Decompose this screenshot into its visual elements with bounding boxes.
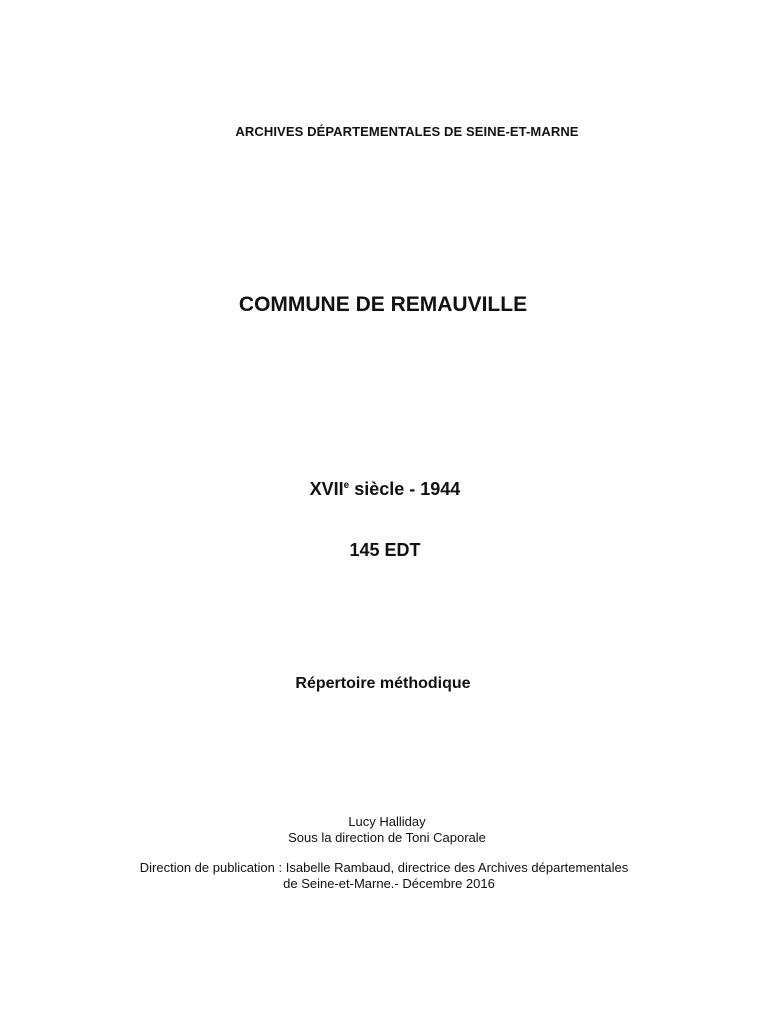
period-century-superscript: e	[343, 480, 350, 491]
institution-header: ARCHIVES DÉPARTEMENTALES DE SEINE-ET-MARNE	[235, 124, 579, 139]
period-range	[0, 479, 770, 500]
publication-credit-line-1: Direction de publication : Isabelle Rambaud, directrice des Archives départementales	[139, 860, 629, 875]
publication-credit-line-2: de Seine-et-Marne.- Décembre 2016	[283, 876, 495, 891]
document-title: COMMUNE DE REMAUVILLE	[238, 293, 528, 316]
period-rest: siècle - 1944	[349, 479, 461, 499]
period-century: XVII	[309, 479, 344, 499]
document-type: Répertoire méthodique	[295, 675, 471, 692]
author-name: Lucy Halliday	[348, 814, 426, 829]
direction-credit: Sous la direction de Toni Caporale	[288, 830, 486, 845]
archive-reference: 145 EDT	[349, 540, 421, 560]
